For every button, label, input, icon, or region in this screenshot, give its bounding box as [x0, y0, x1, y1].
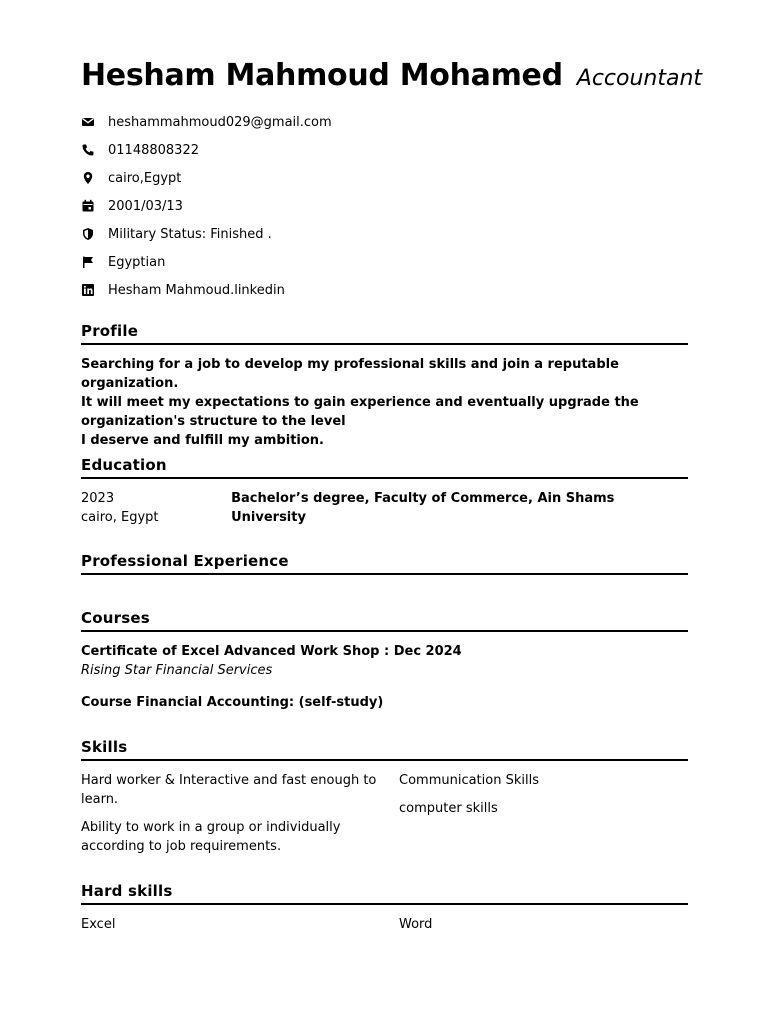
linkedin-icon — [81, 283, 95, 297]
contact-nationality-text: Egyptian — [108, 254, 166, 270]
education-heading: Education — [81, 456, 688, 479]
courses-heading: Courses — [81, 609, 688, 632]
flag-icon — [81, 255, 95, 269]
resume-header — [81, 58, 703, 98]
contact-linkedin-text: Hesham Mahmoud.linkedin — [108, 282, 285, 298]
hard-skill-item: Word — [399, 917, 433, 932]
contact-phone[interactable] — [81, 136, 688, 164]
email-icon — [81, 115, 95, 129]
contact-email-text: heshammahmoud029@gmail.com — [108, 114, 332, 130]
experience-section — [81, 552, 688, 575]
contact-nationality — [81, 248, 688, 276]
skill-item: Ability to work in a group or individually according to job requirements. — [81, 820, 341, 854]
contact-email[interactable] — [81, 108, 688, 136]
profile-text — [81, 355, 688, 450]
hard-skills-heading: Hard skills — [81, 882, 688, 905]
course-title: Certificate of Excel Advanced Work Shop : Dec 2024 — [81, 644, 462, 659]
contact-birthdate-text: 2001/03/13 — [108, 198, 183, 214]
contact-linkedin[interactable] — [81, 276, 688, 304]
hard-skills-columns — [81, 915, 688, 934]
skill-item: Communication Skills — [399, 773, 539, 788]
experience-heading: Professional Experience — [81, 552, 688, 575]
profile-line: It will meet my expectations to gain experience and eventually upgrade the organization's structure to the level — [81, 395, 639, 429]
job-title: Accountant — [576, 66, 703, 91]
phone-icon — [81, 143, 95, 157]
profile-heading: Profile — [81, 322, 688, 345]
education-section — [81, 456, 688, 527]
education-entry — [81, 489, 688, 527]
profile-line: Searching for a job to develop my professional skills and join a reputable organization. — [81, 357, 619, 391]
education-location: cairo, Egypt — [81, 510, 159, 525]
contact-list — [81, 108, 688, 304]
profile-section — [81, 322, 688, 450]
hard-skills-section — [81, 882, 688, 934]
courses-section — [81, 609, 688, 712]
skills-section — [81, 738, 688, 865]
course-org: Rising Star Financial Services — [81, 663, 273, 678]
contact-location — [81, 164, 688, 192]
education-degree: Bachelor’s degree, Faculty of Commerce, Ain Shams University — [231, 491, 615, 525]
calendar-icon — [81, 199, 95, 213]
skills-columns — [81, 771, 688, 865]
shield-icon — [81, 227, 95, 241]
skill-item: computer skills — [399, 801, 498, 816]
skill-item: Hard worker & Interactive and fast enough to learn. — [81, 773, 377, 807]
education-year: 2023 — [81, 491, 115, 506]
hard-skill-item: Excel — [81, 917, 116, 932]
course-item — [81, 642, 688, 680]
course-title: Course Financial Accounting: (self-study) — [81, 695, 384, 710]
profile-line: I deserve and fulfill my ambition. — [81, 433, 324, 448]
contact-birthdate — [81, 192, 688, 220]
contact-location-text: cairo,Egypt — [108, 170, 182, 186]
contact-military-status — [81, 220, 688, 248]
contact-phone-text: 01148808322 — [108, 142, 199, 158]
course-item — [81, 693, 688, 712]
contact-military-status-text: Military Status: Finished . — [108, 226, 272, 242]
skills-heading: Skills — [81, 738, 688, 761]
location-icon — [81, 171, 95, 185]
candidate-name: Hesham Mahmoud Mohamed — [81, 58, 563, 93]
resume-page — [81, 58, 703, 932]
